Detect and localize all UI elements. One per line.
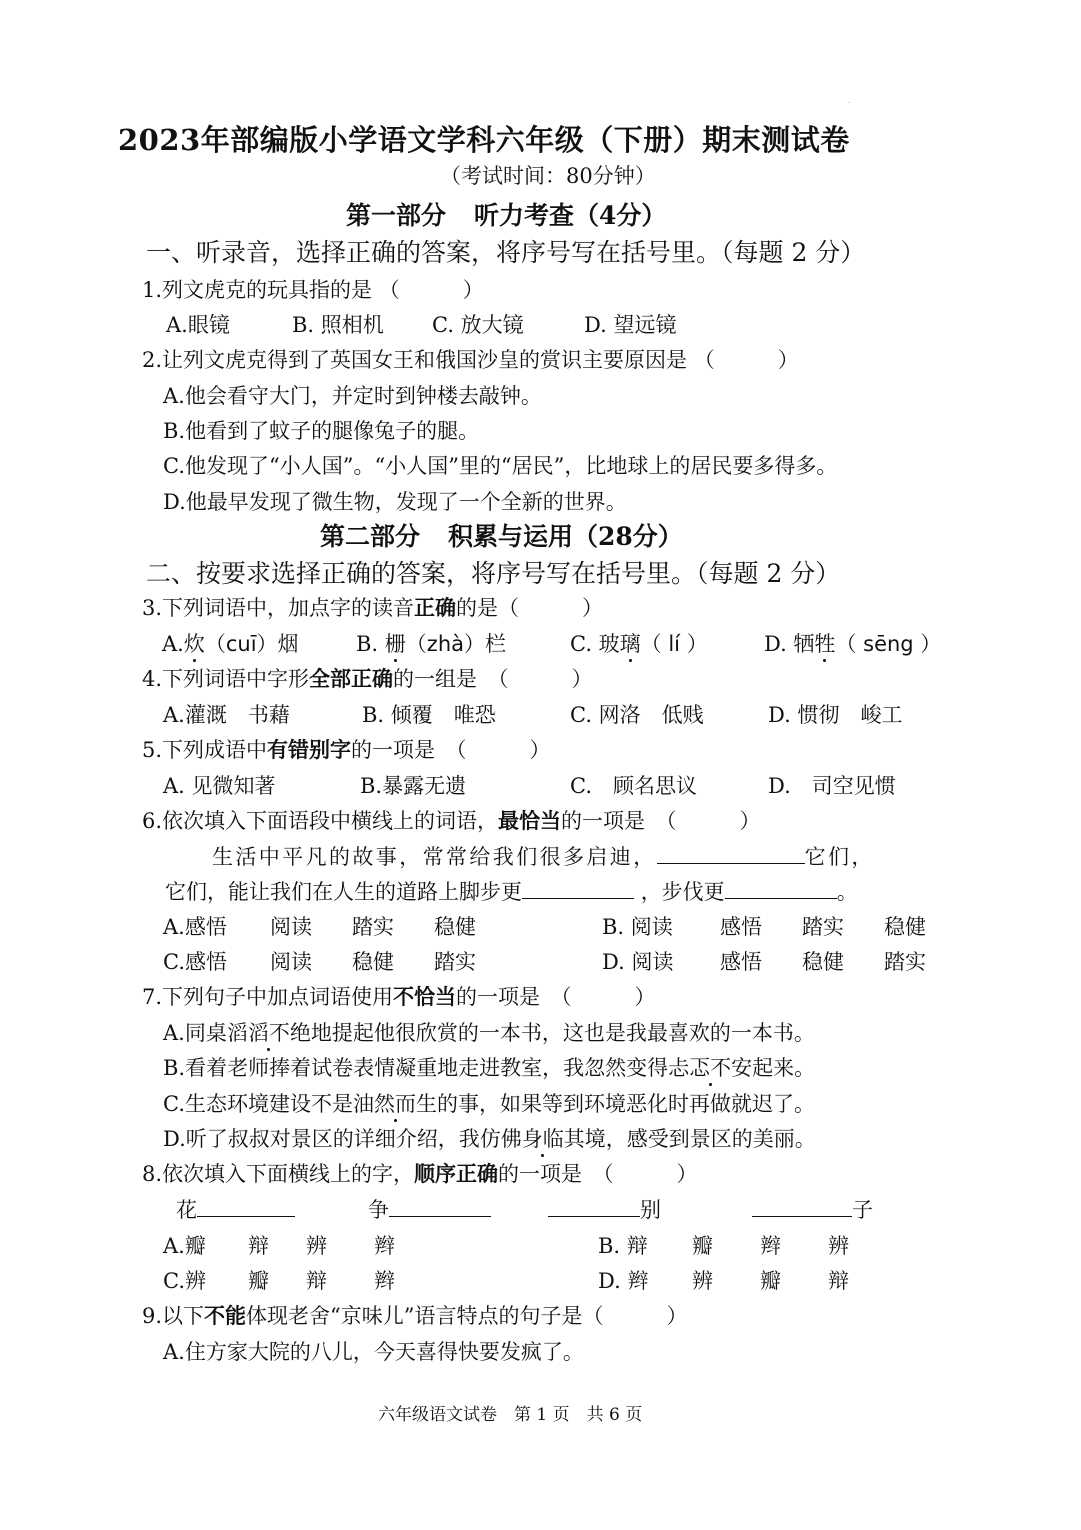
- q6-option-a-1: A.感悟: [163, 915, 227, 939]
- dotted-char: 璃: [619, 632, 641, 656]
- q7-option-d: [163, 1123, 816, 1153]
- stem-text: 的一项是 （ ）: [351, 738, 551, 762]
- dotted-phrase: 油然而生: [353, 1092, 437, 1116]
- q3-option-b: [356, 628, 506, 658]
- part1-name: 听力考查（4分）: [474, 201, 667, 230]
- question-9-stem: [142, 1300, 688, 1330]
- option-text: 起来。: [752, 1056, 816, 1080]
- q6-option-b-3: 踏实: [802, 915, 844, 939]
- passage-text: ，步伐更: [640, 880, 725, 904]
- part1-heading: [346, 196, 666, 232]
- q5-option-b: B.暴露无遗: [360, 774, 467, 798]
- dotted-phrase: 仿佛身临其境: [479, 1127, 606, 1151]
- dotted-char: 栅: [384, 632, 406, 656]
- stem-keyword: 有错别字: [267, 737, 352, 762]
- q6-passage-line2: [165, 876, 858, 906]
- q8-option-c-1: C.辨: [163, 1269, 206, 1293]
- q4-option-b: B. 倾覆 唯恐: [362, 703, 496, 727]
- blank-char: 花: [176, 1198, 197, 1222]
- question-2-text: 2.让列文虎克得到了英国女王和俄国沙皇的赏识主要原因是: [142, 348, 688, 372]
- question-1-text: 1.列文虎克的玩具指的是: [142, 278, 373, 302]
- q6-option-c-4: 踏实: [434, 950, 476, 974]
- q7-option-c: [163, 1088, 815, 1118]
- q8-option-d-3: 瓣: [760, 1269, 781, 1293]
- q1-option-c: C. 放大镜: [432, 313, 524, 337]
- dotted-char: 牲: [814, 632, 836, 656]
- exam-title: 2023年部编版小学语文学科六年级（下册）期末测试卷: [118, 123, 850, 157]
- blank-char: 争: [368, 1198, 389, 1222]
- q6-option-d-3: 稳健: [802, 950, 844, 974]
- q8-option-a-1: A.瓣: [163, 1234, 206, 1258]
- passage-text: 它们，能让我们在人生的道路上脚步更: [165, 880, 522, 904]
- stem-text: 7.下列句子中加点词语使用: [142, 985, 394, 1009]
- fill-blank: [522, 878, 634, 899]
- q5-option-a: A. 见微知著: [163, 774, 276, 798]
- question-3-stem: [142, 592, 603, 622]
- stem-keyword: 最恰当: [498, 808, 562, 833]
- q8-blank-2: [368, 1194, 491, 1224]
- q8-blank-3: [548, 1194, 661, 1224]
- q6-option-b-1: B. 阅读: [602, 915, 673, 939]
- q1-option-b: B. 照相机: [292, 313, 384, 337]
- q8-option-c-3: 辩: [306, 1269, 327, 1293]
- q2-option-a: A.他会看守大门，并定时到钟楼去敲钟。: [163, 384, 542, 408]
- q4-option-a: A.灌溉 书藉: [163, 703, 290, 727]
- fill-blank: [389, 1196, 491, 1217]
- q6-option-d-1: D. 阅读: [602, 950, 674, 974]
- q2-option-c: C.他发现了“小人国”。“小人国”里的“居民”，比地球上的居民要多得多。: [163, 454, 838, 478]
- option-text: C. 玻: [570, 632, 620, 656]
- stem-keyword: 全部正确: [309, 666, 394, 691]
- q7-option-a: [163, 1017, 815, 1047]
- stem-text: 5.下列成语中: [142, 738, 268, 762]
- q4-option-d: D. 惯彻 峻工: [768, 703, 903, 727]
- stem-text: 6.依次填入下面语段中横线上的词语，: [142, 809, 499, 833]
- part2-heading: [320, 517, 683, 553]
- question-6-stem: [142, 805, 761, 835]
- q6-option-b-4: 稳健: [884, 915, 926, 939]
- q6-option-c-2: 阅读: [270, 950, 312, 974]
- stem-text: 的一项是 （ ）: [498, 1162, 698, 1186]
- q8-option-a-2: 辩: [248, 1234, 269, 1258]
- option-text: B.看着老师捧着试卷表情凝重地走进教室，我忽然变得: [163, 1056, 669, 1080]
- q1-option-a: A.眼镜: [166, 313, 230, 337]
- q3-option-d: [764, 628, 941, 658]
- fill-blank: [657, 843, 805, 864]
- q8-option-c-4: 辫: [374, 1269, 395, 1293]
- fill-blank: [197, 1196, 295, 1217]
- stem-keyword: 正确: [414, 595, 457, 620]
- q8-option-b-3: 辫: [760, 1234, 781, 1258]
- q8-option-b-2: 瓣: [692, 1234, 713, 1258]
- dotted-char: 炊: [183, 632, 205, 656]
- pinyin: （ lí ）: [640, 632, 708, 656]
- q6-passage-line1: [212, 841, 875, 871]
- exam-duration: （考试时间：80分钟）: [440, 164, 656, 188]
- q5-option-d: D. 司空见惯: [768, 774, 896, 798]
- q2-option-d: D.他最早发现了微生物，发现了一个全新的世界。: [163, 490, 627, 514]
- q6-option-b-2: 感悟: [720, 915, 762, 939]
- blank-char: 子: [852, 1198, 873, 1222]
- q8-option-b-1: B. 辩: [598, 1234, 648, 1258]
- option-text: D.听了叔叔对景区的详细介绍，我: [163, 1127, 480, 1151]
- stem-text: 的是（ ）: [456, 596, 604, 620]
- fill-blank: [725, 878, 837, 899]
- q8-option-c-2: 瓣: [248, 1269, 269, 1293]
- section2-heading: 二、按要求选择正确的答案，将序号写在括号里。（每题 2 分）: [146, 559, 841, 588]
- option-text: 烟: [277, 632, 299, 656]
- q3-option-c: [570, 628, 708, 658]
- option-letter: B.: [356, 632, 385, 656]
- pinyin: （ sēng ）: [835, 632, 942, 656]
- stem-keyword: 不恰当: [393, 984, 457, 1009]
- fill-blank: [752, 1196, 852, 1217]
- q1-option-d: D. 望远镜: [584, 313, 677, 337]
- q8-blank-4: [752, 1194, 873, 1224]
- option-text: ，感受到景区的美丽。: [605, 1127, 816, 1151]
- stem-text: 4.下列词语中字形: [142, 667, 310, 691]
- q6-option-a-2: 阅读: [270, 915, 312, 939]
- question-4-stem: [142, 663, 593, 693]
- option-text: 栏: [485, 632, 506, 656]
- pinyin: （cuī）: [204, 632, 278, 656]
- stem-keyword: 顺序正确: [414, 1161, 499, 1186]
- question-5-stem: [142, 734, 551, 764]
- section1-heading: 一、听录音，选择正确的答案，将序号写在括号里。（每题 2 分）: [146, 238, 866, 267]
- page-footer: 六年级语文试卷 第 1 页 共 6 页: [378, 1405, 643, 1425]
- stem-text: 9.以下: [142, 1304, 205, 1328]
- stem-text: 的一项是 （ ）: [561, 809, 761, 833]
- option-letter: A.: [162, 632, 184, 656]
- part1-label: 第一部分: [346, 201, 447, 230]
- answer-paren: （ ）: [378, 278, 484, 302]
- q8-option-a-4: 辫: [374, 1234, 395, 1258]
- passage-text: 它们，: [804, 845, 875, 869]
- option-text: D. 牺: [764, 632, 815, 656]
- q6-option-a-3: 踏实: [352, 915, 394, 939]
- answer-paren: （ ）: [693, 348, 799, 372]
- q6-option-d-4: 踏实: [884, 950, 926, 974]
- q9-option-a: A.住方家大院的八儿，今天喜得快要发疯了。: [163, 1340, 584, 1364]
- dotted-phrase: 滔滔不绝: [226, 1021, 311, 1045]
- q8-option-d-4: 辩: [828, 1269, 849, 1293]
- q6-option-a-4: 稳健: [434, 915, 476, 939]
- stem-text: 体现老舍“京味儿”语言特点的句子是（ ）: [246, 1304, 688, 1328]
- q5-option-c: C. 顾名思议: [570, 774, 697, 798]
- q6-option-c-3: 稳健: [352, 950, 394, 974]
- fill-blank: [548, 1196, 640, 1217]
- pinyin: （zhà）: [405, 632, 485, 656]
- q8-option-b-4: 辨: [828, 1234, 849, 1258]
- stem-keyword: 不能: [204, 1303, 247, 1328]
- passage-text: 。: [836, 880, 858, 904]
- stem-text: 的一项是 （ ）: [456, 985, 656, 1009]
- option-text: 地提起他很欣赏的一本书，这也是我最喜欢的一本书。: [310, 1021, 815, 1045]
- q2-option-b: B.他看到了蚊子的腿像兔子的腿。: [163, 419, 480, 443]
- question-7-stem: [142, 981, 656, 1011]
- part2-label: 第二部分: [320, 522, 421, 551]
- stem-text: 的一组是 （ ）: [393, 667, 593, 691]
- q8-option-d-2: 辨: [692, 1269, 713, 1293]
- q8-option-a-3: 辨: [306, 1234, 327, 1258]
- stem-text: 8.依次填入下面横线上的字，: [142, 1162, 415, 1186]
- dotted-phrase: 忐忑不安: [668, 1056, 753, 1080]
- question-8-stem: [142, 1158, 698, 1188]
- part2-name: 积累与运用（28分）: [448, 522, 683, 551]
- q8-option-d-1: D. 辫: [598, 1269, 649, 1293]
- q6-option-c-1: C.感悟: [163, 950, 227, 974]
- question-2-stem: [142, 344, 799, 374]
- q3-option-a: [162, 628, 299, 658]
- option-text: 的事，如果等到环境恶化时再做就迟了。: [437, 1092, 815, 1116]
- q7-option-b: [163, 1052, 815, 1082]
- q4-option-c: C. 网洛 低贱: [570, 703, 704, 727]
- q6-option-d-2: 感悟: [720, 950, 762, 974]
- question-1-stem: [142, 274, 484, 304]
- corner-mark: ·: [848, 100, 850, 107]
- option-text: A.同桌: [163, 1021, 227, 1045]
- q8-blank-1: [176, 1194, 295, 1224]
- blank-char: 别: [640, 1198, 661, 1222]
- option-text: C.生态环境建设不是: [163, 1092, 353, 1116]
- stem-text: 3.下列词语中，加点字的读音: [142, 596, 415, 620]
- passage-text: 生活中平凡的故事，常常给我们很多启迪，: [212, 845, 657, 869]
